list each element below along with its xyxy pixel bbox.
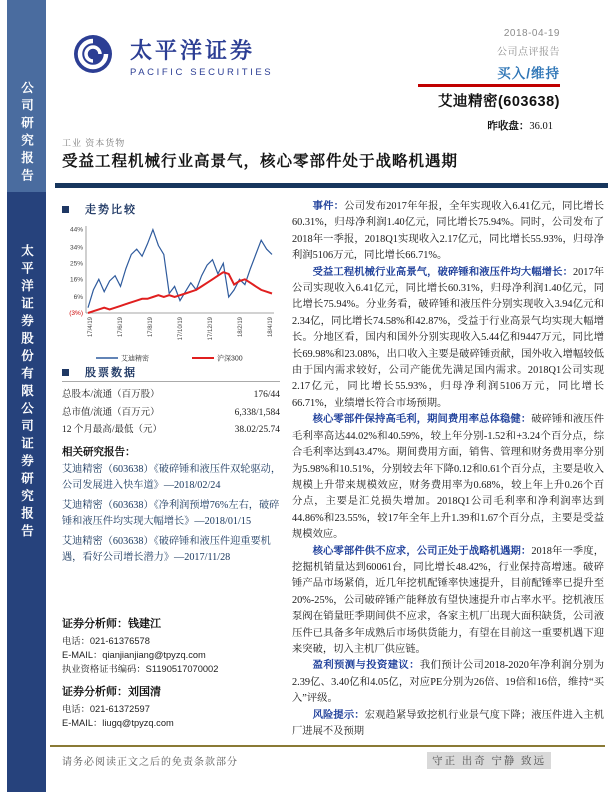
report-item: 艾迪精密（603638）《净利润预增76%左右，破碎锤和液压件均实现大幅增长》—2018/01/15 [62, 500, 280, 527]
trend-chart [58, 220, 282, 365]
rating-badge: 买入/维持 [497, 66, 560, 81]
svg-text:25%: 25% [69, 260, 83, 268]
brand-name-cn: 太平洋证券 [130, 38, 256, 63]
prev-close-value: 36.01 [529, 121, 553, 132]
sidebar-top-label: 公司研究报告 [19, 81, 34, 186]
analyst-name: 证券分析师：刘国清 [62, 686, 161, 698]
body-paragraph [292, 708, 604, 741]
stock-row [62, 405, 280, 423]
stock-row-value: 38.02/25.74 [234, 425, 280, 435]
paragraph-label: 风险提示： [312, 709, 365, 721]
disclaimer-text: 请务必阅读正文之后的免责条款部分 [62, 757, 238, 768]
brand-text [130, 34, 273, 78]
analyst-detail: E-MAIL：liugq@tpyzq.com [62, 718, 174, 728]
title-divider [55, 183, 608, 188]
stock-data-divider [62, 381, 280, 382]
paragraph-label: 受益工程机械行业高景气，破碎锤和液压件均大幅增长： [312, 266, 573, 278]
svg-text:沪深300: 沪深300 [217, 355, 243, 363]
paragraph-label: 核心零部件保持高毛利，期间费用率总体稳健： [312, 414, 532, 426]
paragraph-label: 核心零部件供不应求，公司正处于战略机遇期： [312, 545, 532, 557]
svg-text:16%: 16% [69, 276, 83, 284]
stock-row-value: 6,338/1,584 [234, 407, 280, 418]
paragraph-text: 破碎锤和液压件毛利率高达44.02%和40.59%，较上年分别-1.52和+3.24个百分点，综合毛利率达到43.47%。期间费用方面，销售、管理和财务费用率分别为5.98%和10.51%，分别较去年下降0.12和0.61个百分点，主要是收入规模上升带来规模效应，财务费用率为0.68%，较上年上升0.26个百分点，主要是汇兑损失增加。2018Q1公司毛利率和净利润率达到44.86%和23.55%，较17年全年上升1.39和1.67个百分点，主要是受益规模效应。 [292, 414, 604, 541]
analyst-detail: 执业资格证书编码：S1190517070002 [62, 664, 219, 674]
report-title: 受益工程机械行业高景气，核心零部件处于战略机遇期 [62, 153, 459, 170]
body-paragraph [292, 544, 604, 659]
analyst-name: 证券分析师：钱建江 [62, 618, 161, 630]
paragraph-text: 2017年公司实现收入6.41亿元，同比增长60.31%，归母净利润1.40亿元，同比增长75.94%。分业务看，破碎锤和液压件分别实现收入3.94亿元和2.34亿，同比增长74.58%和42.87%，受益于行业高景气均实现大幅增长。分地区看，国内和国外分别实现收入5.44亿和9447万元，同比增长69.98%和23.08%，出口收入主要是破碎锤贡献，国外收入增幅较低由于国内需求较好，公司产能优先满足国内需求。2018Q1公司实现2.17亿元，同比增长55.93%，归母净利润5106万元，同比增长66.71%，业绩增长符合市场预期。 [292, 266, 605, 409]
svg-text:34%: 34% [69, 244, 83, 252]
paragraph-label: 事件： [312, 201, 345, 212]
related-reports-list [62, 462, 282, 570]
stock-row [62, 422, 280, 440]
svg-text:17/6/19: 17/6/19 [118, 317, 124, 338]
stock-row-value: 176/44 [253, 390, 280, 400]
square-bullet-icon [62, 206, 69, 213]
related-reports-header: 相关研究报告： [62, 447, 136, 458]
svg-text:(3%): (3%) [69, 310, 83, 317]
stock-row-label: 12 个月最高/最低（元） [62, 425, 163, 435]
svg-text:17/12/19: 17/12/19 [208, 317, 214, 341]
body-paragraph [292, 412, 604, 543]
report-item: 艾迪精密（603638）《破碎锤和液压件迎重要机遇，看好公司增长潜力》—2017/11/28 [62, 536, 271, 563]
trend-header-label: 走势比较 [85, 204, 137, 216]
analyst-detail: E-MAIL：qianjianjiang@tpyzq.com [62, 650, 206, 660]
svg-text:18/2/19: 18/2/19 [238, 317, 244, 338]
square-bullet-icon [62, 369, 69, 376]
report-type: 公司点评报告 [497, 47, 560, 58]
motto-text: 守正 出奇 宁静 致远 [427, 752, 551, 769]
analyst-detail: 电话：021-61376578 [62, 636, 150, 646]
industry-label: 工业 资本货物 [62, 138, 126, 148]
rating-underline [418, 84, 560, 87]
sidebar-top-band [7, 0, 46, 192]
stock-row [62, 387, 280, 405]
paragraph-text: 宏观趋紧导致挖机行业景气度下降；液压件进入主机厂进展不及预期 [292, 709, 605, 737]
stock-name: 艾迪精密(603638) [437, 94, 560, 110]
prev-close-label: 昨收盘： [487, 121, 530, 132]
svg-text:6%: 6% [73, 294, 83, 302]
paragraph-text: 2018年一季度，挖掘机销量达到60061台，同比增长48.42%，行业保持高增速。破碎锤产品市场紧俏，近几年挖机配锤率快速提升，目前配锤率已提升至20%-25%，公司破碎锤产能释放有望快速提升市占率水平。挖机液压泵阀在销量旺季期间供不应求，各家主机厂出现大面积缺货，公司液压件已具备多年成熟后市场供货能力，有望在目前这一重要机遇下迎来突破，切入主机厂供应链。 [292, 545, 605, 655]
pacific-securities-logo-icon [58, 24, 122, 88]
analysts-block [62, 616, 284, 738]
svg-text:17/8/19: 17/8/19 [148, 317, 154, 338]
svg-text:艾迪精密: 艾迪精密 [121, 355, 149, 363]
body-paragraph [292, 199, 604, 265]
report-date: 2018-04-19 [503, 28, 560, 39]
footer-divider [50, 745, 605, 747]
brand-name-en: PACIFIC SECURITIES [130, 67, 274, 78]
body-paragraph [292, 658, 604, 707]
trend-section-header [62, 201, 137, 217]
stock-data-section-header [62, 364, 137, 380]
svg-text:17/4/19: 17/4/19 [88, 317, 94, 338]
stock-data-table [62, 387, 280, 440]
sidebar-bottom-label: 太平洋证券股份有限公司证券研究报告 [19, 244, 34, 542]
analyst [62, 616, 284, 676]
prev-close [487, 118, 553, 133]
stock-data-header-label: 股票数据 [85, 367, 137, 379]
report-item: 艾迪精密（603638）《破碎锤和液压件双轮驱动，公司发展进入快车道》—2018/02/24 [62, 464, 282, 491]
report-body [292, 199, 604, 740]
sidebar-bottom-band [7, 192, 46, 792]
svg-text:17/10/19: 17/10/19 [178, 317, 184, 341]
analyst [62, 684, 284, 730]
paragraph-text: 公司发布2017年年报，全年实现收入6.41亿元，同比增长60.31%，归母净利润1.40亿元，同比增长75.94%。同时，公司发布了2018年一季报，2018Q1实现收入2.17亿元，同比增长55.93%，归母净利润5106万元，同比增长66.71%。 [292, 201, 604, 262]
stock-row-label: 总市值/流通（百万元） [62, 407, 160, 418]
analyst-detail: 电话：021-61372597 [62, 704, 150, 714]
svg-text:18/4/19: 18/4/19 [268, 317, 274, 338]
stock-row-label: 总股本/流通（百万股） [62, 390, 160, 400]
svg-text:44%: 44% [69, 226, 83, 234]
brand-logo [58, 24, 273, 88]
header-meta [340, 28, 560, 111]
body-paragraph [292, 265, 604, 413]
paragraph-label: 盈利预测与投资建议： [312, 660, 420, 672]
paragraph-text: 我们预计公司2018-2020年净利润分别为2.39亿、3.40亿和4.05亿，对应PE分别为26倍、19倍和16倍，维持“买入”评级。 [292, 660, 604, 705]
